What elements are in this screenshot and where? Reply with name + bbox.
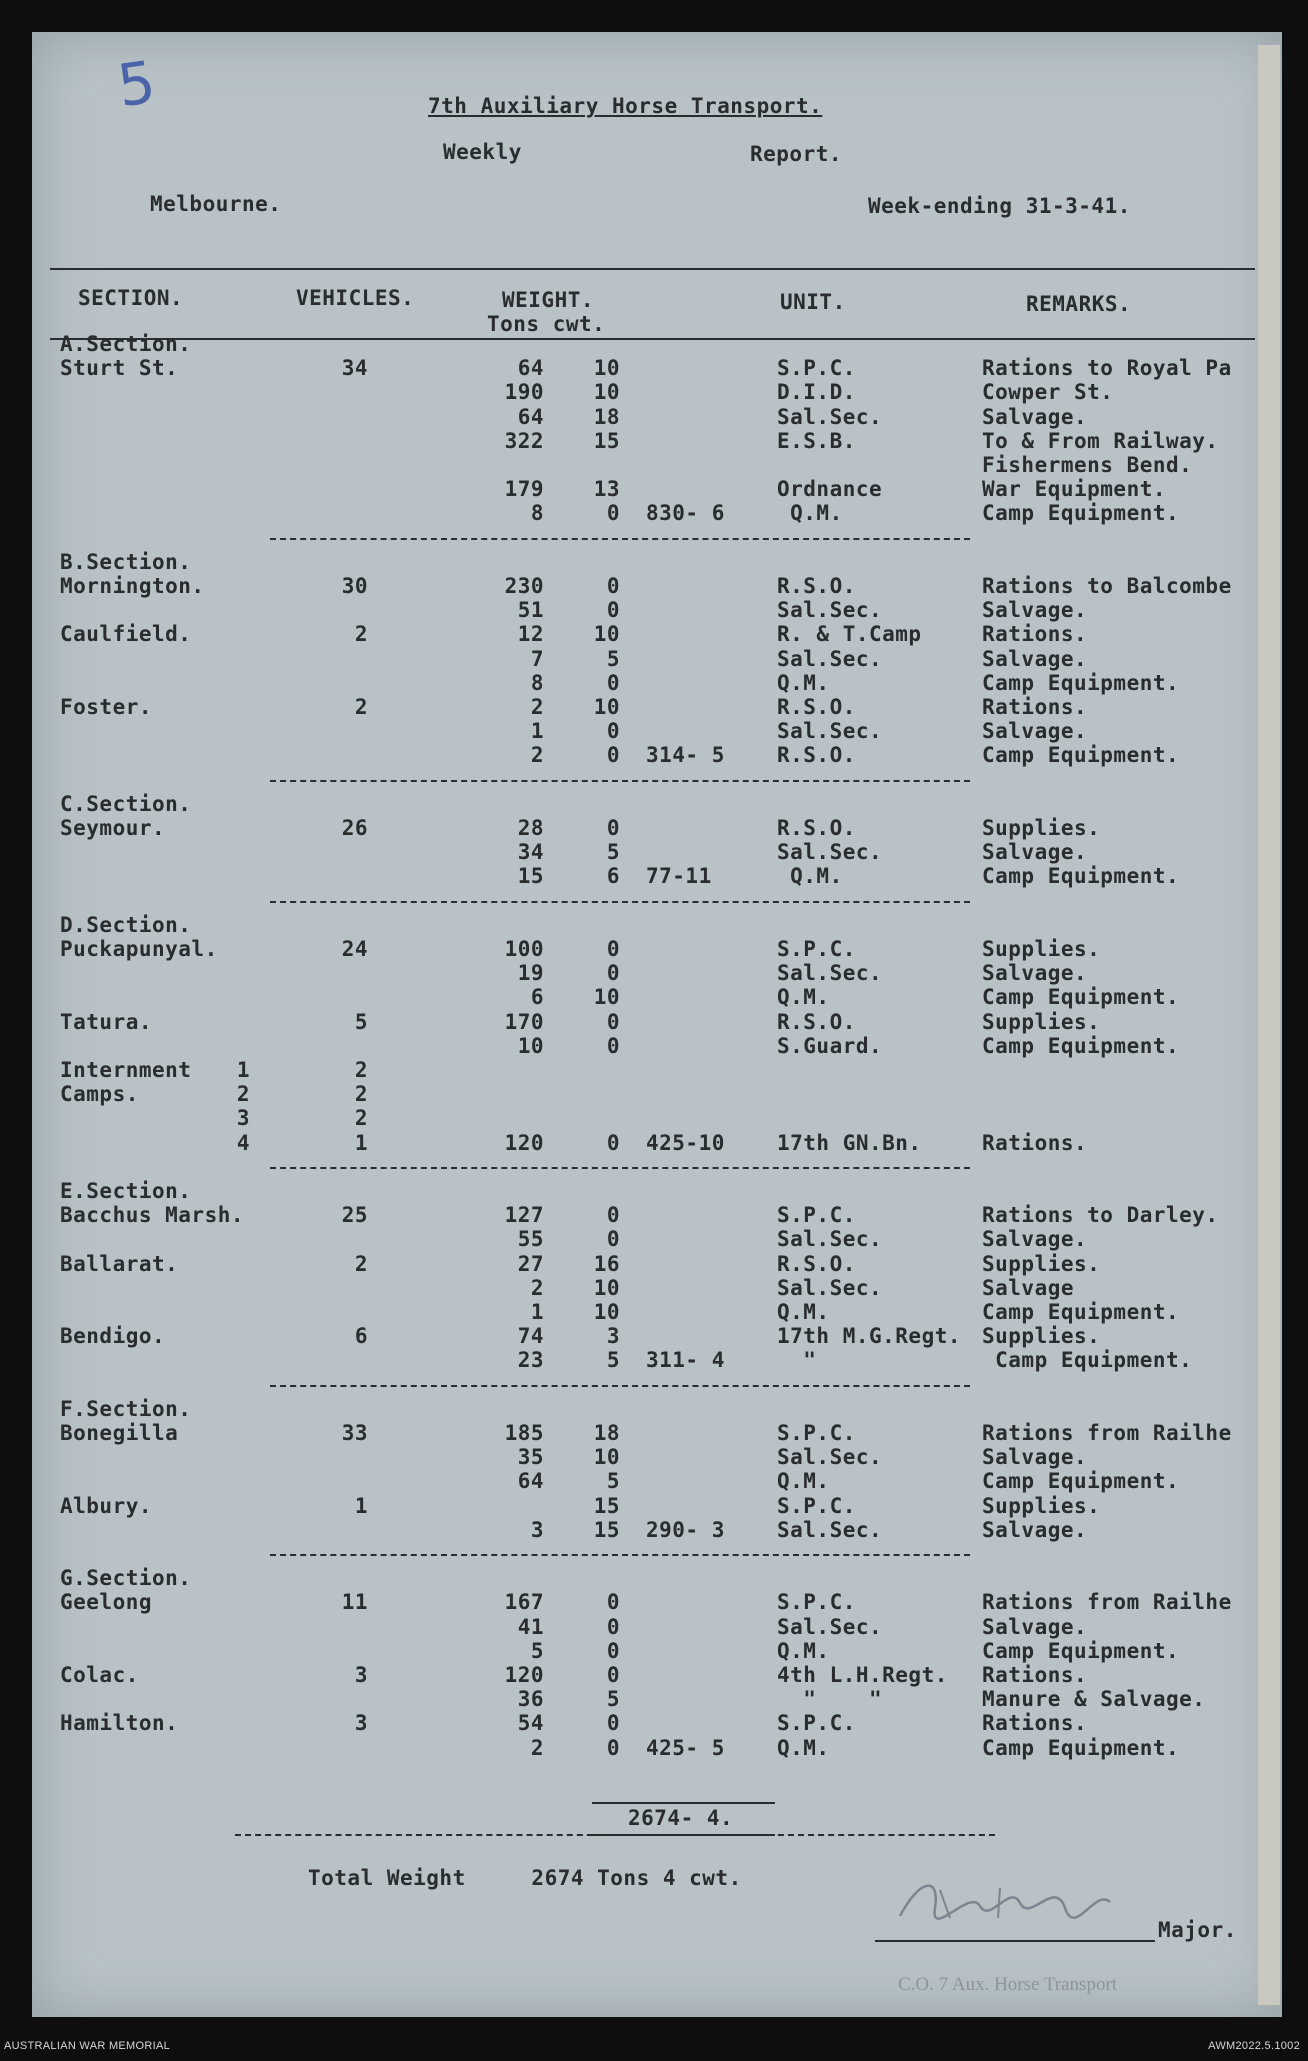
row-remarks: Rations from Railhe (982, 1421, 1232, 1445)
row-tons: 185 (504, 1421, 544, 1445)
row-place: Sturt St. (60, 356, 179, 381)
row-veh: 25 (341, 1203, 368, 1228)
row-remarks: Camp Equipment. (982, 743, 1180, 768)
report-subtitle-weekly: Weekly (443, 140, 522, 164)
row-unit: R.S.O. (777, 1251, 856, 1276)
row-unit: S.P.C. (777, 356, 856, 381)
row-tons: 127 (504, 1203, 544, 1228)
row-unit: Q.M. (777, 864, 843, 889)
row-unit: S.P.C. (777, 1203, 856, 1228)
row-tons: 2 (530, 1275, 544, 1300)
row-cwt: 5 (606, 646, 620, 671)
row-unit: 4th L.H.Regt. (777, 1663, 948, 1687)
row-num: 1 (236, 1058, 250, 1082)
row-remarks: Rations. (982, 1663, 1088, 1687)
row-veh: 2 (354, 622, 368, 647)
row-remarks: Camp Equipment. (982, 985, 1180, 1010)
signature-title: Major. (1158, 1918, 1237, 1942)
row-place: Caulfield. (60, 622, 192, 647)
row-unit: Q.M. (777, 670, 830, 695)
row-remarks: Rations. (982, 695, 1088, 719)
row-tons: 54 (517, 1711, 544, 1736)
row-tons: 28 (517, 816, 544, 840)
row-place: Tatura. (60, 1009, 153, 1034)
row-place: Camps. (60, 1082, 139, 1107)
row-cwt: 15 (593, 1517, 620, 1542)
row-remarks: Salvage. (982, 646, 1088, 671)
row-unit: S.P.C. (777, 1590, 856, 1615)
row-remarks: War Equipment. (982, 477, 1167, 502)
row-subtotal: 425-10 (646, 1130, 725, 1155)
row-unit: Sal.Sec. (777, 961, 883, 986)
row-cwt: 5 (606, 1469, 620, 1494)
row-cwt: 18 (593, 1421, 620, 1445)
row-veh: 2 (354, 1082, 368, 1107)
row-cwt: 0 (606, 1203, 620, 1228)
row-place: E.Section. (60, 1179, 192, 1203)
report-subtitle-report: Report. (750, 142, 843, 166)
row-subtotal: 425- 5 (646, 1735, 725, 1760)
grand-total-rule (592, 1802, 775, 1804)
row-veh: 2 (354, 695, 368, 719)
row-unit: " (777, 1348, 817, 1373)
row-tons: 5 (530, 1638, 544, 1663)
row-cwt: 10 (593, 1275, 620, 1300)
row-cwt: 0 (606, 937, 620, 961)
row-place: F.Section. (60, 1396, 192, 1421)
row-remarks: Camp Equipment. (982, 1638, 1180, 1663)
row-cwt: 15 (593, 1493, 620, 1518)
row-cwt: 0 (606, 719, 620, 744)
row-cwt: 0 (606, 1009, 620, 1034)
row-tons: 27 (517, 1251, 544, 1276)
row-tons: 36 (517, 1687, 544, 1712)
row-tons: 7 (530, 646, 544, 671)
row-tons: 64 (517, 356, 544, 381)
section-divider (270, 901, 970, 903)
row-unit: S.Guard. (777, 1033, 883, 1058)
row-unit: S.P.C. (777, 937, 856, 961)
row-remarks: Camp Equipment. (982, 1300, 1180, 1324)
row-veh: 2 (354, 1106, 368, 1131)
row-subtotal: 77-11 (646, 864, 712, 889)
location-label: Melbourne. (150, 192, 282, 216)
row-unit: " " (777, 1687, 883, 1712)
row-unit: R.S.O. (777, 574, 856, 598)
row-cwt: 5 (606, 1348, 620, 1373)
row-unit: E.S.B. (777, 428, 856, 453)
row-subtotal: 314- 5 (646, 743, 725, 768)
row-place: Internment (60, 1058, 192, 1082)
row-veh: 11 (341, 1590, 368, 1615)
row-remarks: Camp Equipment. (982, 1735, 1180, 1760)
row-unit: 17th GN.Bn. (777, 1130, 922, 1155)
row-remarks: Salvage. (982, 404, 1088, 429)
row-cwt: 0 (606, 1227, 620, 1252)
row-cwt: 10 (593, 1445, 620, 1470)
column-header-section: SECTION. (78, 286, 184, 310)
row-cwt: 5 (606, 1687, 620, 1712)
row-unit: R.S.O. (777, 816, 856, 840)
row-tons: 15 (517, 864, 544, 889)
row-unit: S.P.C. (777, 1711, 856, 1736)
row-remarks: Camp Equipment. (982, 864, 1180, 889)
row-veh: 24 (341, 937, 368, 961)
row-cwt: 10 (593, 356, 620, 381)
row-tons: 55 (517, 1227, 544, 1252)
row-cwt: 0 (606, 961, 620, 986)
row-place: Foster. (60, 695, 153, 719)
row-unit: R.S.O. (777, 743, 856, 768)
row-cwt: 13 (593, 477, 620, 502)
row-remarks: Supplies. (982, 1324, 1101, 1349)
signature (880, 1868, 1140, 1938)
row-cwt: 10 (593, 695, 620, 719)
row-remarks: Salvage. (982, 840, 1088, 865)
row-unit: S.P.C. (777, 1493, 856, 1518)
row-subtotal: 311- 4 (646, 1348, 725, 1373)
row-cwt: 0 (606, 1735, 620, 1760)
row-unit: Q.M. (777, 1469, 830, 1494)
row-remarks: Salvage (982, 1275, 1075, 1300)
section-divider (270, 1167, 970, 1169)
row-remarks: Camp Equipment. (982, 1033, 1180, 1058)
row-tons: 64 (517, 1469, 544, 1494)
row-tons: 179 (504, 477, 544, 502)
row-cwt: 0 (606, 743, 620, 768)
row-tons: 120 (504, 1663, 544, 1687)
row-place: Puckapunyal. (60, 937, 218, 961)
row-tons: 35 (517, 1445, 544, 1470)
row-cwt: 18 (593, 404, 620, 429)
row-veh: 34 (341, 356, 368, 381)
row-num: 2 (236, 1082, 250, 1107)
row-remarks: Rations. (982, 622, 1088, 647)
report-title: 7th Auxiliary Horse Transport. (428, 94, 823, 118)
row-tons: 190 (504, 380, 544, 405)
section-divider (270, 780, 970, 782)
row-cwt: 3 (606, 1324, 620, 1349)
row-unit: R. & T.Camp (777, 622, 922, 647)
grand-total: 2674- 4. (628, 1806, 734, 1830)
row-tons: 2 (530, 1735, 544, 1760)
row-unit: Sal.Sec. (777, 1227, 883, 1252)
row-remarks: Rations from Railhe (982, 1590, 1232, 1615)
row-tons: 19 (517, 961, 544, 986)
row-place: Ballarat. (60, 1251, 179, 1276)
row-cwt: 0 (606, 1614, 620, 1639)
row-cwt: 10 (593, 1300, 620, 1324)
row-tons: 1 (530, 1300, 544, 1324)
tape-strip (1258, 45, 1280, 2005)
row-remarks: Rations to Royal Pa (982, 356, 1232, 381)
pencil-annotation: 5 (113, 47, 160, 121)
row-remarks: Rations. (982, 1711, 1088, 1736)
row-tons: 120 (504, 1130, 544, 1155)
row-remarks: Supplies. (982, 1251, 1101, 1276)
row-tons: 2 (530, 695, 544, 719)
row-remarks: Supplies. (982, 1493, 1101, 1518)
row-remarks: Camp Equipment. (982, 670, 1180, 695)
row-num: 3 (236, 1106, 250, 1131)
row-remarks: Camp Equipment. (982, 1469, 1180, 1494)
row-subtotal: 290- 3 (646, 1517, 725, 1542)
row-cwt: 0 (606, 1590, 620, 1615)
row-unit: Sal.Sec. (777, 1445, 883, 1470)
row-remarks: Salvage. (982, 598, 1088, 623)
column-header-weight-units: Tons cwt. (487, 312, 606, 336)
row-place: D.Section. (60, 912, 192, 937)
row-unit: Q.M. (777, 1735, 830, 1760)
row-remarks: Fishermens Bend. (982, 453, 1193, 477)
row-remarks: Salvage. (982, 1614, 1088, 1639)
row-place: Bacchus Marsh. (60, 1203, 245, 1228)
row-veh: 5 (354, 1009, 368, 1034)
unit-stamp: C.O. 7 Aux. Horse Transport (898, 1974, 1118, 1995)
row-place: Bonegilla (60, 1421, 179, 1445)
row-cwt: 0 (606, 1711, 620, 1736)
row-remarks: Salvage. (982, 961, 1088, 986)
section-divider (270, 1385, 970, 1387)
row-unit: Sal.Sec. (777, 598, 883, 623)
row-veh: 3 (354, 1663, 368, 1687)
row-tons: 3 (530, 1517, 544, 1542)
row-place: A.Section. (60, 332, 192, 356)
row-cwt: 0 (606, 1033, 620, 1058)
signature-line (875, 1940, 1155, 1942)
week-ending-label: Week-ending 31-3-41. (868, 194, 1131, 218)
row-unit: Sal.Sec. (777, 404, 883, 429)
row-cwt: 10 (593, 985, 620, 1010)
row-place: Mornington. (60, 574, 205, 598)
column-header-weight: WEIGHT. (502, 288, 595, 312)
row-remarks: To & From Railway. (982, 428, 1219, 453)
header-rule (50, 268, 1255, 270)
row-veh: 2 (354, 1058, 368, 1082)
row-unit: Q.M. (777, 985, 830, 1010)
row-remarks: Supplies. (982, 1009, 1101, 1034)
row-num: 4 (236, 1130, 250, 1155)
row-veh: 2 (354, 1251, 368, 1276)
row-remarks: Rations to Balcombe (982, 574, 1232, 598)
row-tons: 41 (517, 1614, 544, 1639)
row-tons: 64 (517, 404, 544, 429)
row-cwt: 0 (606, 1663, 620, 1687)
row-unit: Sal.Sec. (777, 1614, 883, 1639)
row-veh: 1 (354, 1130, 368, 1155)
row-tons: 23 (517, 1348, 544, 1373)
total-weight-line: Total Weight 2674 Tons 4 cwt. (308, 1866, 742, 1890)
row-unit: R.S.O. (777, 695, 856, 719)
row-remarks: Camp Equipment. (982, 1348, 1193, 1373)
column-header-remarks: REMARKS. (1026, 292, 1132, 316)
row-unit: R.S.O. (777, 1009, 856, 1034)
row-cwt: 0 (606, 574, 620, 598)
row-cwt: 0 (606, 501, 620, 526)
grand-total-divider (235, 1834, 995, 1836)
row-remarks: Manure & Salvage. (982, 1687, 1206, 1712)
row-remarks: Camp Equipment. (982, 501, 1180, 526)
row-cwt: 0 (606, 1638, 620, 1663)
row-place: Seymour. (60, 816, 166, 840)
row-cwt: 16 (593, 1251, 620, 1276)
row-cwt: 0 (606, 598, 620, 623)
row-tons: 10 (517, 1033, 544, 1058)
section-divider (270, 538, 970, 540)
row-veh: 30 (341, 574, 368, 598)
row-cwt: 0 (606, 670, 620, 695)
row-unit: Sal.Sec. (777, 1275, 883, 1300)
row-cwt: 5 (606, 840, 620, 865)
row-veh: 3 (354, 1711, 368, 1736)
row-unit: 17th M.G.Regt. (777, 1324, 962, 1349)
row-tons: 170 (504, 1009, 544, 1034)
row-place: Geelong (60, 1590, 153, 1615)
row-tons: 8 (530, 670, 544, 695)
row-cwt: 6 (606, 864, 620, 889)
row-remarks: Salvage. (982, 1517, 1088, 1542)
row-veh: 1 (354, 1493, 368, 1518)
row-cwt: 10 (593, 380, 620, 405)
row-remarks: Salvage. (982, 719, 1088, 744)
row-veh: 33 (341, 1421, 368, 1445)
row-unit: Q.M. (777, 1638, 830, 1663)
row-remarks: Supplies. (982, 937, 1101, 961)
row-remarks: Cowper St. (982, 380, 1114, 405)
row-remarks: Supplies. (982, 816, 1101, 840)
row-subtotal: 830- 6 (646, 501, 725, 526)
row-unit: Sal.Sec. (777, 646, 883, 671)
row-tons: 74 (517, 1324, 544, 1349)
row-tons: 1 (530, 719, 544, 744)
row-tons: 100 (504, 937, 544, 961)
row-unit: D.I.D. (777, 380, 856, 405)
column-header-vehicles: VEHICLES. (296, 286, 415, 310)
row-tons: 8 (530, 501, 544, 526)
row-unit: Q.M. (777, 501, 843, 526)
row-cwt: 15 (593, 428, 620, 453)
section-divider (270, 1554, 970, 1556)
row-unit: Ordnance (777, 477, 883, 502)
row-place: G.Section. (60, 1566, 192, 1591)
row-place: C.Section. (60, 791, 192, 816)
row-tons: 6 (530, 985, 544, 1010)
row-place: Colac. (60, 1663, 139, 1687)
row-veh: 6 (354, 1324, 368, 1349)
row-place: Albury. (60, 1493, 153, 1518)
row-remarks: Salvage. (982, 1445, 1088, 1470)
footer-institution: AUSTRALIAN WAR MEMORIAL (4, 2040, 171, 2052)
row-tons: 322 (504, 428, 544, 453)
row-remarks: Rations. (982, 1130, 1088, 1155)
row-cwt: 0 (606, 816, 620, 840)
row-unit: Sal.Sec. (777, 1517, 883, 1542)
row-cwt: 10 (593, 622, 620, 647)
row-tons: 167 (504, 1590, 544, 1615)
row-tons: 2 (530, 743, 544, 768)
row-unit: Sal.Sec. (777, 719, 883, 744)
row-unit: S.P.C. (777, 1421, 856, 1445)
row-place: B.Section. (60, 549, 192, 574)
column-header-rule (50, 338, 1255, 340)
column-header-unit: UNIT. (780, 290, 846, 314)
row-unit: Q.M. (777, 1300, 830, 1324)
row-cwt: 0 (606, 1130, 620, 1155)
row-remarks: Rations to Darley. (982, 1203, 1219, 1228)
footer-accession: AWM2022.5.1002 (1208, 2040, 1300, 2052)
row-place: Bendigo. (60, 1324, 166, 1349)
row-veh: 26 (341, 816, 368, 840)
row-unit: Sal.Sec. (777, 840, 883, 865)
row-place: Hamilton. (60, 1711, 179, 1736)
row-tons: 230 (504, 574, 544, 598)
row-tons: 51 (517, 598, 544, 623)
row-tons: 12 (517, 622, 544, 647)
row-tons: 34 (517, 840, 544, 865)
row-remarks: Salvage. (982, 1227, 1088, 1252)
